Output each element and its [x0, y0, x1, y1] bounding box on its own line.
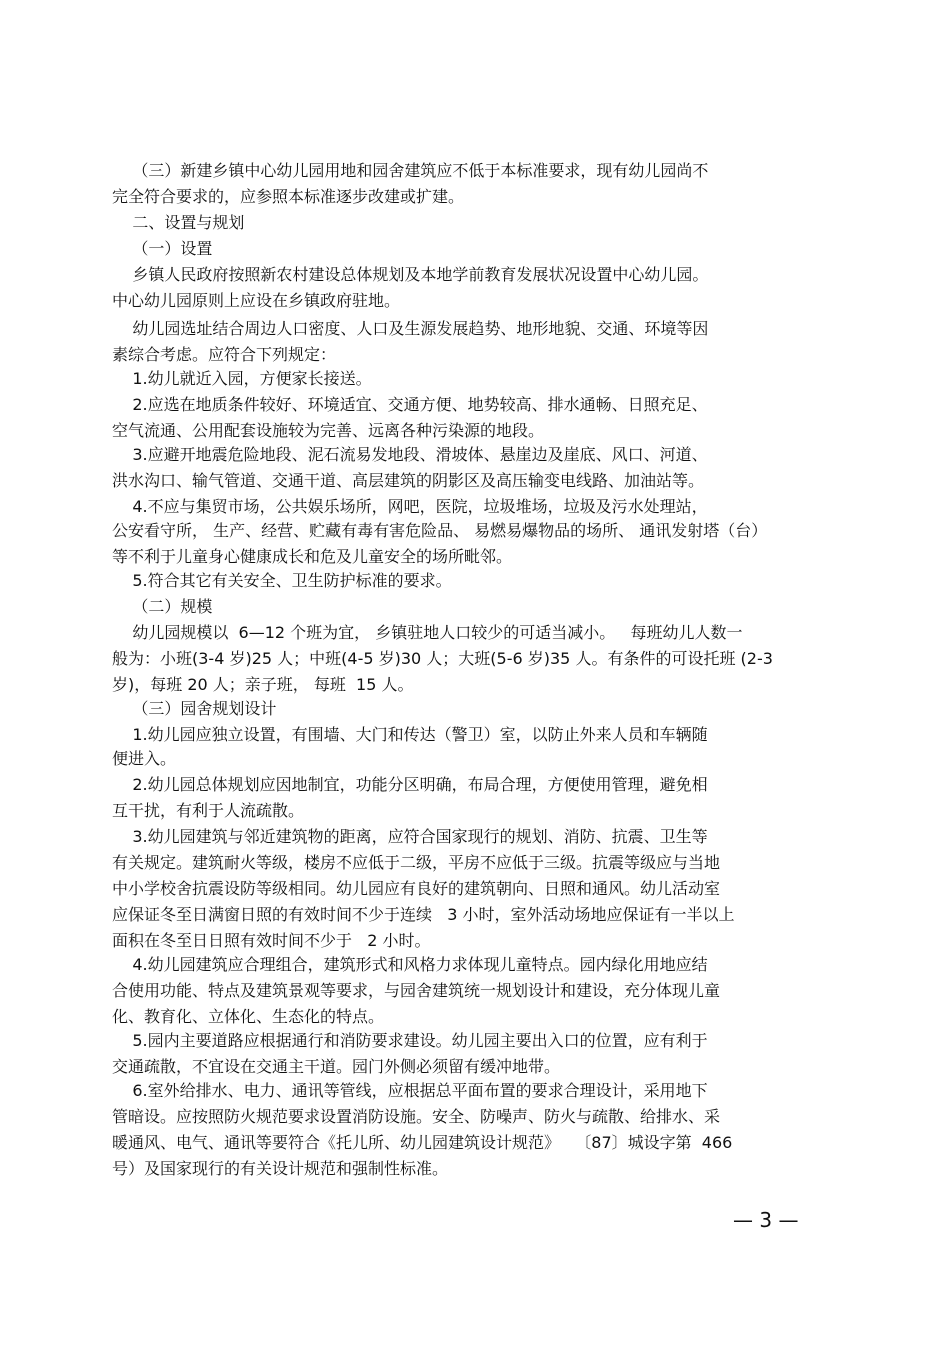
text-line: 中小学校舍抗震设防等级相同。幼儿园应有良好的建筑朝向、日照和通风。幼儿活动室 [112, 879, 721, 898]
text-line: （三）新建乡镇中心幼儿园用地和园舍建筑应不低于本标准要求，现有幼儿园尚不 [112, 161, 709, 180]
subsection-heading: （二）规模 [112, 597, 213, 616]
text-line: 中心幼儿园原则上应设在乡镇政府驻地。 [112, 291, 401, 310]
text-line: 幼儿园规模以 6—12 个班为宜， 乡镇驻地人口较少的可适当减小。 每班幼儿人数一 [112, 623, 743, 642]
text-line: 3.幼儿园建筑与邻近建筑物的距离，应符合国家现行的规划、消防、抗震、卫生等 [112, 827, 708, 846]
text-line: 号）及国家现行的有关设计规范和强制性标准。 [112, 1159, 449, 1178]
text-line: 完全符合要求的，应参照本标准逐步改建或扩建。 [112, 187, 465, 206]
text-line: 有关规定。建筑耐火等级，楼房不应低于二级，平房不应低于三级。抗震等级应与当地 [112, 853, 721, 872]
text-line: 5.园内主要道路应根据通行和消防要求建设。幼儿园主要出入口的位置，应有利于 [112, 1031, 708, 1050]
text-line: 3.应避开地震危险地段、泥石流易发地段、滑坡体、悬崖边及崖底、风口、河道、 [112, 445, 708, 464]
text-line: 幼儿园选址结合周边人口密度、人口及生源发展趋势、地形地貌、交通、环境等因 [112, 319, 709, 338]
text-line: 1.幼儿园应独立设置，有围墙、大门和传达（警卫）室，以防止外来人员和车辆随 [112, 725, 708, 744]
text-line: 应保证冬至日满窗日照的有效时间不少于连续 3 小时，室外活动场地应保证有一半以上 [112, 905, 735, 924]
text-line: 2.幼儿园总体规划应因地制宜，功能分区明确，布局合理，方便使用管理，避免相 [112, 775, 708, 794]
text-line: 等不利于儿童身心健康成长和危及儿童安全的场所毗邻。 [112, 547, 513, 566]
subsection-heading: （一）设置 [112, 239, 213, 258]
text-line: 1.幼儿就近入园，方便家长接送。 [112, 369, 372, 388]
text-line: 岁)，每班 20 人；亲子班， 每班 15 人。 [112, 675, 414, 694]
text-line: 洪水沟口、输气管道、交通干道、高层建筑的阴影区及高压输变电线路、加油站等。 [112, 471, 705, 490]
text-line: 5.符合其它有关安全、卫生防护标准的要求。 [112, 571, 452, 590]
text-line: 公安看守所， 生产、经营、贮藏有毒有害危险品、 易燃易爆物品的场所、 通讯发射塔（台） [112, 521, 768, 540]
text-line: 管暗设。应按照防火规范要求设置消防设施。安全、防噪声、防火与疏散、给排水、采 [112, 1107, 721, 1126]
text-line: 4.不应与集贸市场，公共娱乐场所，网吧，医院，垃圾堆场，垃圾及污水处理站， [112, 497, 708, 516]
text-line: 便进入。 [112, 749, 177, 768]
text-line: 合使用功能、特点及建筑景观等要求，与园舍建筑统一规划设计和建设，充分体现儿童 [112, 981, 721, 1000]
text-line: 6.室外给排水、电力、通讯等管线，应根据总平面布置的要求合理设计，采用地下 [112, 1081, 708, 1100]
text-line: 空气流通、公用配套设施较为完善、远离各种污染源的地段。 [112, 421, 545, 440]
text-line: 般为：小班(3-4 岁)25 人；中班(4-5 岁)30 人；大班(5-6 岁)35 人。有条件的可设托班 (2-3 [112, 649, 773, 668]
text-line: 面积在冬至日日照有效时间不少于 2 小时。 [112, 931, 431, 950]
text-line: 4.幼儿园建筑应合理组合，建筑形式和风格力求体现儿童特点。园内绿化用地应结 [112, 955, 708, 974]
text-line: 暖通风、电气、通讯等要符合《托儿所、幼儿园建筑设计规范》 〔87〕城设字第 466 [112, 1133, 733, 1152]
section-heading: 二、设置与规划 [112, 213, 245, 232]
page-number: — 3 — [733, 1208, 799, 1232]
text-line: 交通疏散，不宜设在交通主干道。园门外侧必须留有缓冲地带。 [112, 1057, 561, 1076]
text-line: 素综合考虑。应符合下列规定： [112, 345, 337, 364]
text-line: 互干扰，有利于人流疏散。 [112, 801, 305, 820]
text-line: 乡镇人民政府按照新农村建设总体规划及本地学前教育发展状况设置中心幼儿园。 [112, 265, 709, 284]
subsection-heading: （三）园舍规划设计 [112, 699, 277, 718]
text-line: 2.应选在地质条件较好、环境适宜、交通方便、地势较高、排水通畅、日照充足、 [112, 395, 708, 414]
text-line: 化、教育化、立体化、生态化的特点。 [112, 1007, 385, 1026]
